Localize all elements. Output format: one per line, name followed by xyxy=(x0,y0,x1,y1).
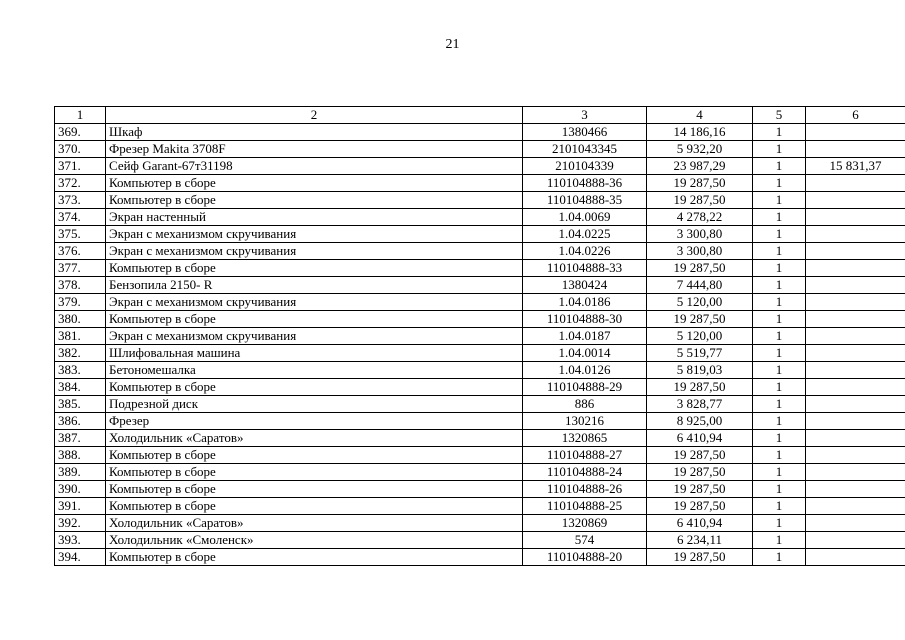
residual-value xyxy=(806,532,905,549)
item-quantity: 1 xyxy=(753,141,806,158)
table-row xyxy=(55,124,905,141)
table-row xyxy=(55,515,905,532)
row-number: 392. xyxy=(55,515,106,532)
residual-value xyxy=(806,260,905,277)
inventory-code: 886 xyxy=(523,396,647,413)
item-quantity: 1 xyxy=(753,362,806,379)
item-price: 19 287,50 xyxy=(647,481,753,498)
item-name: Шкаф xyxy=(106,124,523,141)
row-number: 373. xyxy=(55,192,106,209)
inventory-code: 110104888-20 xyxy=(523,549,647,566)
row-number: 379. xyxy=(55,294,106,311)
row-number: 371. xyxy=(55,158,106,175)
table-row xyxy=(55,294,905,311)
inventory-code: 110104888-33 xyxy=(523,260,647,277)
column-header-6: 6 xyxy=(806,107,905,124)
row-number: 385. xyxy=(55,396,106,413)
item-name: Холодильник «Саратов» xyxy=(106,515,523,532)
inventory-code: 1.04.0225 xyxy=(523,226,647,243)
row-number: 391. xyxy=(55,498,106,515)
residual-value xyxy=(806,243,905,260)
item-name: Компьютер в сборе xyxy=(106,447,523,464)
inventory-code: 210104339 xyxy=(523,158,647,175)
table-row xyxy=(55,141,905,158)
row-number: 386. xyxy=(55,413,106,430)
inventory-table xyxy=(54,106,905,566)
row-number: 380. xyxy=(55,311,106,328)
item-name: Экран с механизмом скручивания xyxy=(106,226,523,243)
item-price: 7 444,80 xyxy=(647,277,753,294)
residual-value xyxy=(806,464,905,481)
item-quantity: 1 xyxy=(753,515,806,532)
item-quantity: 1 xyxy=(753,277,806,294)
residual-value xyxy=(806,124,905,141)
table-row xyxy=(55,532,905,549)
item-name: Экран с механизмом скручивания xyxy=(106,328,523,345)
inventory-code: 1.04.0186 xyxy=(523,294,647,311)
item-name: Компьютер в сборе xyxy=(106,175,523,192)
residual-value xyxy=(806,345,905,362)
inventory-code: 1380466 xyxy=(523,124,647,141)
inventory-code: 110104888-26 xyxy=(523,481,647,498)
item-quantity: 1 xyxy=(753,396,806,413)
row-number: 389. xyxy=(55,464,106,481)
row-number: 375. xyxy=(55,226,106,243)
item-price: 19 287,50 xyxy=(647,464,753,481)
item-price: 19 287,50 xyxy=(647,447,753,464)
residual-value xyxy=(806,447,905,464)
item-quantity: 1 xyxy=(753,430,806,447)
item-name: Компьютер в сборе xyxy=(106,549,523,566)
item-name: Компьютер в сборе xyxy=(106,311,523,328)
item-price: 5 932,20 xyxy=(647,141,753,158)
item-name: Компьютер в сборе xyxy=(106,481,523,498)
table-row xyxy=(55,175,905,192)
column-header-3: 3 xyxy=(523,107,647,124)
item-price: 5 120,00 xyxy=(647,328,753,345)
header-row xyxy=(55,107,905,124)
table-row xyxy=(55,260,905,277)
table-row xyxy=(55,362,905,379)
item-quantity: 1 xyxy=(753,124,806,141)
inventory-code: 110104888-24 xyxy=(523,464,647,481)
item-price: 3 300,80 xyxy=(647,243,753,260)
table-row xyxy=(55,396,905,413)
residual-value xyxy=(806,498,905,515)
inventory-code: 1320869 xyxy=(523,515,647,532)
item-price: 6 234,11 xyxy=(647,532,753,549)
item-quantity: 1 xyxy=(753,294,806,311)
row-number: 378. xyxy=(55,277,106,294)
row-number: 387. xyxy=(55,430,106,447)
item-price: 19 287,50 xyxy=(647,192,753,209)
table-row xyxy=(55,345,905,362)
table-row xyxy=(55,379,905,396)
item-quantity: 1 xyxy=(753,498,806,515)
inventory-code: 1.04.0069 xyxy=(523,209,647,226)
page-number: 21 xyxy=(445,37,460,52)
inventory-code: 130216 xyxy=(523,413,647,430)
item-price: 6 410,94 xyxy=(647,515,753,532)
item-quantity: 1 xyxy=(753,532,806,549)
item-price: 8 925,00 xyxy=(647,413,753,430)
residual-value xyxy=(806,141,905,158)
residual-value xyxy=(806,396,905,413)
table-row xyxy=(55,226,905,243)
item-name: Фрезер xyxy=(106,413,523,430)
item-name: Фрезер Makita 3708F xyxy=(106,141,523,158)
item-price: 19 287,50 xyxy=(647,311,753,328)
inventory-code: 1.04.0226 xyxy=(523,243,647,260)
item-quantity: 1 xyxy=(753,464,806,481)
table-row xyxy=(55,243,905,260)
table-row xyxy=(55,413,905,430)
row-number: 394. xyxy=(55,549,106,566)
table-row xyxy=(55,192,905,209)
residual-value xyxy=(806,481,905,498)
item-name: Холодильник «Саратов» xyxy=(106,430,523,447)
row-number: 372. xyxy=(55,175,106,192)
item-price: 5 819,03 xyxy=(647,362,753,379)
inventory-code: 2101043345 xyxy=(523,141,647,158)
residual-value xyxy=(806,379,905,396)
item-price: 19 287,50 xyxy=(647,549,753,566)
item-quantity: 1 xyxy=(753,379,806,396)
residual-value xyxy=(806,226,905,243)
item-quantity: 1 xyxy=(753,226,806,243)
item-price: 4 278,22 xyxy=(647,209,753,226)
item-quantity: 1 xyxy=(753,549,806,566)
residual-value xyxy=(806,430,905,447)
table-row xyxy=(55,464,905,481)
column-header-1: 1 xyxy=(55,107,106,124)
residual-value xyxy=(806,294,905,311)
row-number: 369. xyxy=(55,124,106,141)
residual-value xyxy=(806,362,905,379)
row-number: 393. xyxy=(55,532,106,549)
inventory-code: 110104888-25 xyxy=(523,498,647,515)
row-number: 383. xyxy=(55,362,106,379)
inventory-code: 574 xyxy=(523,532,647,549)
table-body xyxy=(55,124,905,566)
item-price: 19 287,50 xyxy=(647,260,753,277)
row-number: 390. xyxy=(55,481,106,498)
inventory-code: 1380424 xyxy=(523,277,647,294)
item-name: Компьютер в сборе xyxy=(106,260,523,277)
table-row xyxy=(55,209,905,226)
item-name: Сейф Garant-67т31198 xyxy=(106,158,523,175)
residual-value xyxy=(806,209,905,226)
residual-value: 15 831,37 xyxy=(806,158,905,175)
item-quantity: 1 xyxy=(753,192,806,209)
item-quantity: 1 xyxy=(753,447,806,464)
item-quantity: 1 xyxy=(753,328,806,345)
residual-value xyxy=(806,175,905,192)
item-price: 5 120,00 xyxy=(647,294,753,311)
table-row xyxy=(55,430,905,447)
item-name: Компьютер в сборе xyxy=(106,379,523,396)
item-price: 6 410,94 xyxy=(647,430,753,447)
inventory-code: 1.04.0014 xyxy=(523,345,647,362)
table-row xyxy=(55,498,905,515)
item-quantity: 1 xyxy=(753,209,806,226)
item-quantity: 1 xyxy=(753,345,806,362)
item-price: 3 300,80 xyxy=(647,226,753,243)
row-number: 388. xyxy=(55,447,106,464)
residual-value xyxy=(806,413,905,430)
row-number: 384. xyxy=(55,379,106,396)
item-price: 5 519,77 xyxy=(647,345,753,362)
item-name: Бензопила 2150- R xyxy=(106,277,523,294)
inventory-code: 1.04.0187 xyxy=(523,328,647,345)
item-price: 19 287,50 xyxy=(647,498,753,515)
item-name: Экран с механизмом скручивания xyxy=(106,294,523,311)
table-row xyxy=(55,549,905,566)
residual-value xyxy=(806,549,905,566)
row-number: 377. xyxy=(55,260,106,277)
item-price: 19 287,50 xyxy=(647,379,753,396)
item-name: Холодильник «Смоленск» xyxy=(106,532,523,549)
item-quantity: 1 xyxy=(753,175,806,192)
table-row xyxy=(55,311,905,328)
inventory-code: 110104888-35 xyxy=(523,192,647,209)
inventory-code: 110104888-30 xyxy=(523,311,647,328)
column-header-5: 5 xyxy=(753,107,806,124)
row-number: 370. xyxy=(55,141,106,158)
inventory-code: 110104888-29 xyxy=(523,379,647,396)
item-quantity: 1 xyxy=(753,481,806,498)
residual-value xyxy=(806,328,905,345)
item-quantity: 1 xyxy=(753,260,806,277)
inventory-code: 1320865 xyxy=(523,430,647,447)
item-quantity: 1 xyxy=(753,413,806,430)
inventory-code: 110104888-36 xyxy=(523,175,647,192)
residual-value xyxy=(806,311,905,328)
item-quantity: 1 xyxy=(753,311,806,328)
row-number: 381. xyxy=(55,328,106,345)
row-number: 374. xyxy=(55,209,106,226)
item-name: Шлифовальная машина xyxy=(106,345,523,362)
item-name: Компьютер в сборе xyxy=(106,498,523,515)
item-price: 19 287,50 xyxy=(647,175,753,192)
item-name: Подрезной диск xyxy=(106,396,523,413)
residual-value xyxy=(806,192,905,209)
item-name: Компьютер в сборе xyxy=(106,192,523,209)
item-price: 14 186,16 xyxy=(647,124,753,141)
table-row xyxy=(55,158,905,175)
item-price: 3 828,77 xyxy=(647,396,753,413)
item-name: Экран настенный xyxy=(106,209,523,226)
item-name: Компьютер в сборе xyxy=(106,464,523,481)
residual-value xyxy=(806,277,905,294)
item-price: 23 987,29 xyxy=(647,158,753,175)
table-row xyxy=(55,328,905,345)
table-row xyxy=(55,447,905,464)
table-row xyxy=(55,277,905,294)
inventory-code: 110104888-27 xyxy=(523,447,647,464)
residual-value xyxy=(806,515,905,532)
table-row xyxy=(55,481,905,498)
column-header-4: 4 xyxy=(647,107,753,124)
item-name: Экран с механизмом скручивания xyxy=(106,243,523,260)
item-quantity: 1 xyxy=(753,158,806,175)
inventory-code: 1.04.0126 xyxy=(523,362,647,379)
item-quantity: 1 xyxy=(753,243,806,260)
column-header-2: 2 xyxy=(106,107,523,124)
row-number: 382. xyxy=(55,345,106,362)
row-number: 376. xyxy=(55,243,106,260)
item-name: Бетономешалка xyxy=(106,362,523,379)
